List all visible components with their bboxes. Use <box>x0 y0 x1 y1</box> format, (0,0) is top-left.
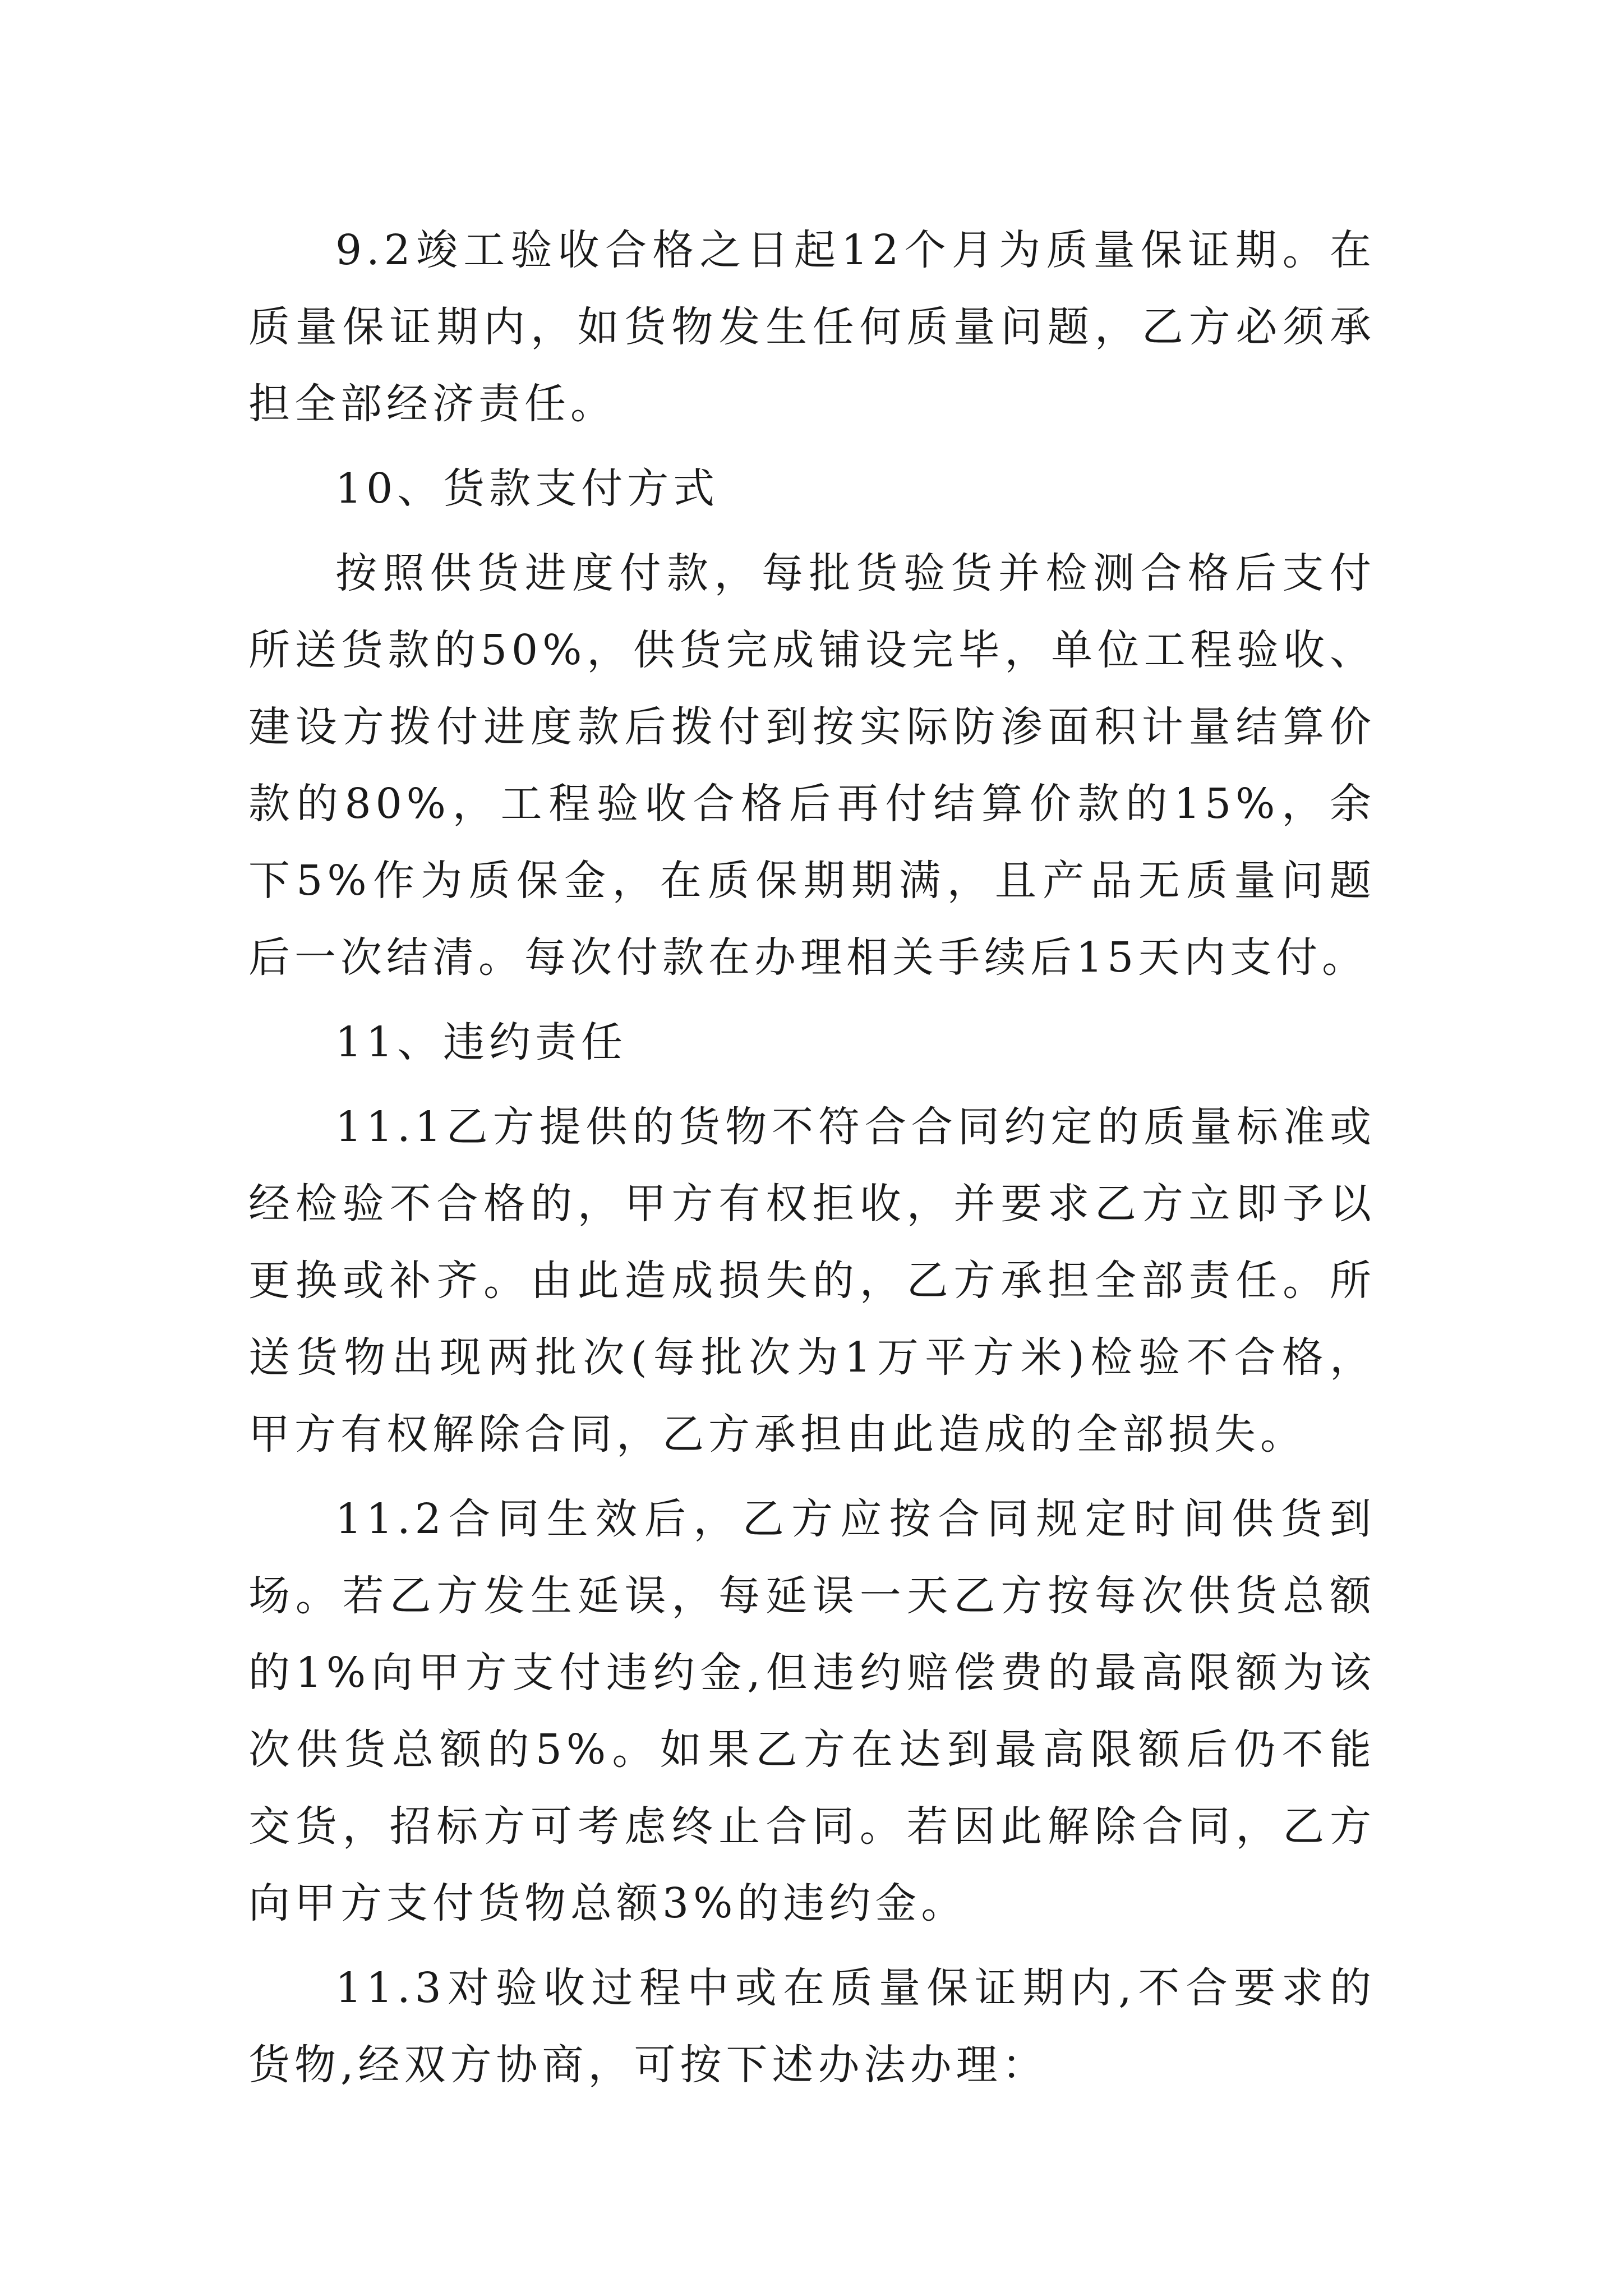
section-heading-11: 11、违约责任 <box>335 1018 628 1066</box>
section-heading-10: 10、货款支付方式 <box>335 464 720 513</box>
paragraph-9-2: 9.2竣工验收合格之日起12个月为质量保证期。在质量保证期内，如货物发生任何质量问题，乙方必须承担全部经济责任。 <box>248 226 1376 428</box>
paragraph-11-1: 11.1乙方提供的货物不符合合同约定的质量标准或经检验不合格的，甲方有权拒收，并要求乙方立即予以更换或补齐。由此造成损失的，乙方承担全部责任。所送货物出现两批次(每批次为1万平方米)检验不合格，甲方有权解除合同，乙方承担由此造成的全部损失。 <box>248 1103 1376 1458</box>
document-body <box>248 212 1376 2104</box>
paragraph-10: 按照供货进度付款，每批货验货并检测合格后支付所送货款的50%，供货完成铺设完毕，单位工程验收、建设方拨付进度款后拨付到按实际防渗面积计量结算价款的80%，工程验收合格后再付结算价款的15%，余下5%作为质保金，在质保期期满，且产品无质量问题后一次结清。每次付款在办理相关手续后15天内支付。 <box>248 549 1376 982</box>
paragraph-11-3: 11.3对验收过程中或在质量保证期内,不合要求的货物,经双方协商，可按下述办法办理： <box>248 1964 1376 2089</box>
paragraph-11-2: 11.2合同生效后，乙方应按合同规定时间供货到场。若乙方发生延误，每延误一天乙方按每次供货总额的1%向甲方支付违约金,但违约赔偿费的最高限额为该次供货总额的5%。如果乙方在达到最高限额后仍不能交货，招标方可考虑终止合同。若因此解除合同，乙方向甲方支付货物总额3%的违约金。 <box>248 1495 1376 1927</box>
